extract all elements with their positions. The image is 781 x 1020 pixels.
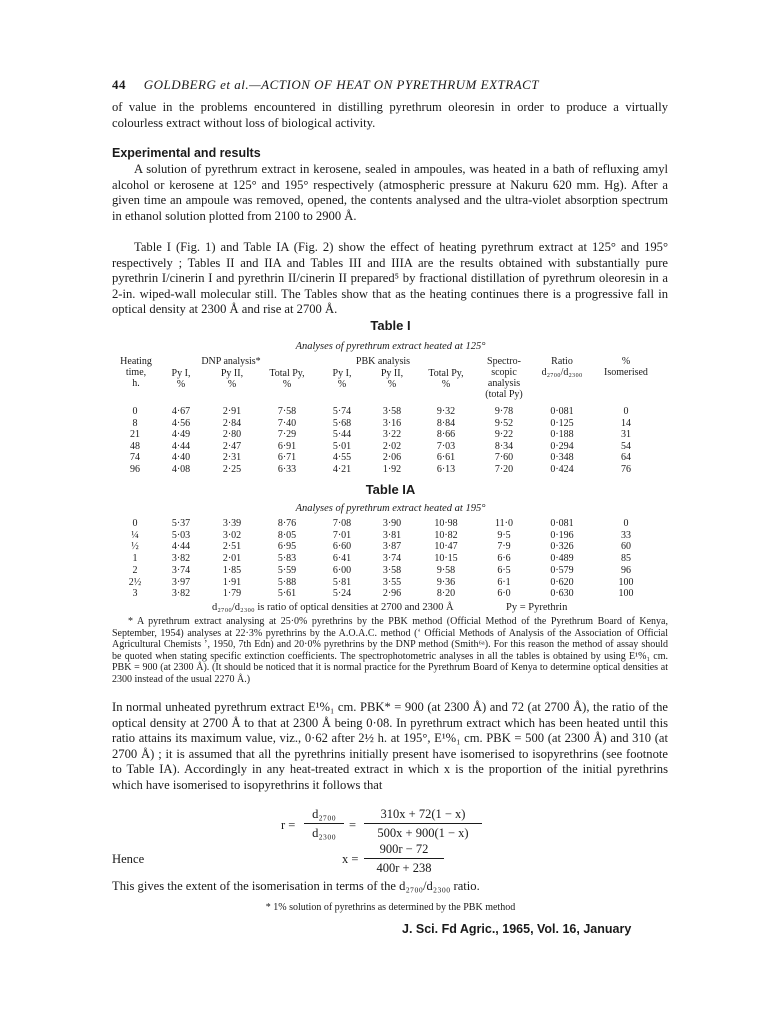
table1a-title: Table IA [365, 482, 416, 497]
cell-spectro: 7·9 [497, 541, 511, 553]
col-dnp-total-l1: Total Py, [269, 368, 305, 379]
cell-isomerised: 85 [621, 553, 631, 565]
cell-time: 21 [130, 429, 140, 441]
cell-dnp-py1: 3·82 [171, 588, 191, 600]
cell-pbk-total: 9·32 [436, 406, 456, 417]
cell-pbk-py2: 3·90 [382, 518, 402, 529]
cell-dnp-py2: 2·31 [222, 452, 242, 464]
cell-dnp-py1: 3·82 [171, 553, 191, 565]
col-spectroscopic-l4: (total Py) [485, 389, 523, 400]
col-spectroscopic [476, 356, 532, 400]
cell-dnp-total: 7·40 [277, 417, 297, 429]
cell-dnp-total: 7·58 [277, 406, 297, 417]
cell-pbk-py1: 5·81 [332, 576, 352, 588]
cell-pbk-py2: 3·58 [382, 564, 402, 576]
col-dnp-py2-l1: Py II, [220, 368, 244, 379]
cell-isomerised: 76 [621, 464, 631, 475]
table-footnote: * A pyrethrum extract analysing at 25·0% pyrethrins by the PBK method (Official Method of the Pyrethrum Board of Kenya, September, 1954) analyses at 22·3% pyrethrins by the A.O.A.C. method (‘ Official Methods of Analysis of the Association of Official Agricultural Chemists ’, 1950, 7th Edn) and 20·0% pyrethrins by the DNP method (Smith⁶ᵃ). For this reason the method of assay should be quoted when stating specific extinction coefficients. The spectrophotometric analyses in all the tables is obtained by using E¹%₁ cm. PBK = 900 (at 2300 Å). (It should be noticed that it is normal practice for the Pyrethrum Board of Kenya to determine optical densities at 2300 instead of the usual 2270 Å.) [112, 616, 668, 685]
cell-dnp-py1: 4·44 [171, 541, 191, 553]
cell-pbk-total: 8·20 [436, 588, 456, 600]
paragraph-isomerisation: In normal unheated pyrethrum extract E¹%₁ cm. PBK* = 900 (at 2300 Å) and 72 (at 2700 Å), the ratio of the optical density at 2700 Å to that at 2300 Å being 0·08. In pyrethrum extract which has been heated until this ratio attains its maximum value, viz., 0·62 after 2½ h. at 195°, E¹%₁ cm. PBK = 500 (at 2300 Å) and 310 (at 2700 Å) ; it is assumed that all the pyrethrins initially present have isomerised to isopyrethrins (see footnote to Table IA). Accordingly in any heat-treated extract in which x is the proportion of the initial pyrethrins which have isomerised to isopyrethrins it follows that [112, 700, 668, 792]
cell-time: 3 [132, 588, 138, 600]
eq1-frac2-num: 310x + 72(1 − x) [380, 807, 466, 821]
col-heading-time-l2: time, [125, 367, 147, 378]
cell-dnp-py1: 3·74 [171, 564, 191, 576]
cell-ratio: 0·125 [550, 417, 574, 429]
cell-pbk-total: 9·58 [436, 564, 456, 576]
journal-citation: J. Sci. Fd Agric., 1965, Vol. 16, January [402, 922, 632, 936]
cell-spectro: 6·5 [497, 564, 511, 576]
col-pbk-py1-l2: % [337, 379, 347, 390]
eq2-den: 400r + 238 [376, 861, 432, 875]
cell-dnp-py2: 2·01 [222, 553, 242, 565]
cell-pbk-py2: 2·96 [382, 588, 402, 600]
col-pbk-total-l2: % [441, 379, 451, 390]
cell-pbk-py1: 7·08 [332, 518, 352, 529]
cell-dnp-py2: 1·91 [222, 576, 242, 588]
cell-pbk-py2: 3·55 [382, 576, 402, 588]
cell-ratio: 0·326 [550, 541, 574, 553]
cell-dnp-total: 5·59 [277, 564, 297, 576]
col-isomerised-l2: Isomerised [604, 367, 648, 378]
cell-pbk-py2: 2·06 [382, 452, 402, 464]
eq1-frac1-bar [304, 823, 344, 824]
cell-ratio: 0·424 [550, 464, 574, 475]
cell-dnp-py2: 3·39 [222, 518, 242, 529]
col-heading-time-l1: Heating [120, 356, 152, 367]
cell-spectro: 9·5 [497, 529, 511, 541]
col-dnp-total [261, 368, 313, 390]
cell-isomerised: 60 [621, 541, 631, 553]
cell-pbk-py1: 5·74 [332, 406, 352, 417]
cell-pbk-total: 8·66 [436, 429, 456, 441]
cell-ratio: 0·348 [550, 452, 574, 464]
cell-pbk-py1: 6·60 [332, 541, 352, 553]
cell-time: 2 [132, 564, 138, 576]
cell-dnp-py2: 3·02 [222, 529, 242, 541]
col-spectroscopic-l2: scopic [491, 367, 517, 378]
paragraph-extent: This gives the extent of the isomerisation in terms of the d₂₇₀₀/d₂₃₀₀ ratio. [112, 879, 480, 893]
col-spectroscopic-l1: Spectro- [487, 356, 521, 367]
cell-dnp-py2: 1·79 [222, 588, 242, 600]
cell-pbk-total: 10·15 [434, 553, 458, 565]
cell-dnp-total: 6·95 [277, 541, 297, 553]
eq2-lhs: x = [342, 852, 359, 866]
eq1-lhs: r = [281, 818, 296, 832]
cell-pbk-total: 10·82 [434, 529, 458, 541]
cell-dnp-py2: 2·80 [222, 429, 242, 441]
col-pbk-total-l1: Total Py, [428, 368, 464, 379]
cell-dnp-py1: 4·40 [171, 452, 191, 464]
running-title: GOLDBERG et al.—ACTION OF HEAT ON PYRETHRUM EXTRACT [143, 77, 540, 92]
table1-title: Table I [370, 318, 411, 333]
cell-spectro: 6·0 [497, 588, 511, 600]
cell-time: ¼ [131, 529, 139, 541]
cell-spectro: 7·20 [494, 464, 514, 475]
cell-dnp-py1: 4·49 [171, 429, 191, 441]
cell-ratio: 0·630 [550, 588, 574, 600]
intro-paragraph: of value in the problems encountered in distilling pyrethrum oleoresin in order to produce a virtually colourless extract without loss of biological activity. [112, 100, 668, 130]
cell-pbk-py1: 4·55 [332, 452, 352, 464]
cell-isomerised: 100 [618, 576, 634, 588]
cell-isomerised: 96 [621, 564, 631, 576]
cell-time: 1 [132, 553, 138, 565]
cell-dnp-py1: 5·03 [171, 529, 191, 541]
cell-dnp-total: 6·71 [277, 452, 297, 464]
cell-dnp-py1: 4·67 [171, 406, 191, 417]
cell-dnp-total: 7·29 [277, 429, 297, 441]
cell-dnp-py2: 2·25 [222, 464, 242, 475]
cell-spectro: 6·6 [497, 553, 511, 565]
col-isomerised [592, 356, 660, 378]
hence-label: Hence [112, 852, 145, 866]
cell-ratio: 0·196 [550, 529, 574, 541]
cell-spectro: 9·78 [494, 406, 514, 417]
col-dnp-py2 [212, 368, 252, 390]
eq2-num: 900r − 72 [379, 842, 429, 856]
cell-pbk-py1: 5·01 [332, 440, 352, 452]
col-heading-time-l3: h. [132, 378, 140, 389]
cell-time: ½ [131, 541, 139, 553]
col-dnp-total-l2: % [282, 379, 292, 390]
cell-pbk-py2: 2·02 [382, 440, 402, 452]
col-spectroscopic-l3: analysis [487, 378, 521, 389]
col-isomerised-l1: % [621, 356, 631, 367]
cell-pbk-py1: 5·24 [332, 588, 352, 600]
cell-isomerised: 100 [618, 588, 634, 600]
cell-isomerised: 0 [623, 518, 629, 529]
col-pbk-py2-l1: Py II, [380, 368, 404, 379]
cell-dnp-total: 6·91 [277, 440, 297, 452]
group-dnp-analysis: DNP analysis* [201, 356, 261, 367]
cell-ratio: 0·489 [550, 553, 574, 565]
running-header [112, 77, 539, 93]
eq1-equals: = [349, 818, 357, 832]
cell-time: 8 [132, 417, 138, 429]
cell-pbk-py2: 1·92 [382, 464, 402, 475]
col-dnp-py1-l1: Py I, [171, 368, 191, 379]
cell-pbk-total: 9·36 [436, 576, 456, 588]
cell-dnp-total: 5·61 [277, 588, 297, 600]
cell-dnp-py2: 1·85 [222, 564, 242, 576]
cell-dnp-total: 6·33 [277, 464, 297, 475]
cell-ratio: 0·081 [550, 406, 574, 417]
col-heading-time [116, 356, 156, 389]
col-pbk-py1 [324, 368, 360, 390]
table1-subtitle: Analyses of pyrethrum extract heated at 125° [295, 341, 486, 352]
cell-dnp-py2: 2·51 [222, 541, 242, 553]
section-heading: Experimental and results [112, 146, 261, 160]
cell-spectro: 8·34 [494, 440, 514, 452]
cell-pbk-py1: 4·21 [332, 464, 352, 475]
table-legend-ratio: d₂₇₀₀/d₂₃₀₀ is ratio of optical densities at 2700 and 2300 Å [212, 602, 454, 613]
cell-ratio: 0·294 [550, 440, 574, 452]
paragraph-tables-overview: Table I (Fig. 1) and Table IA (Fig. 2) show the effect of heating pyrethrum extract at 125° and 195° respectively ; Tables II and IIA and Tables III and IIIA are the results obtained with substantially pure pyrethrin I/cinerin I and pyrethrin II/cinerin II prepared⁵ by fractional distillation of pyrethrum oleoresin in a 2-in. wiped-wall molecular still. The Tables show that as the heating continues there is a progressive fall in optical density at 2300 Å and rise at 2700 Å. [112, 240, 668, 317]
cell-dnp-py1: 3·97 [171, 576, 191, 588]
col-pbk-py2-l2: % [387, 379, 397, 390]
cell-pbk-total: 10·98 [434, 518, 458, 529]
col-dnp-py1 [163, 368, 199, 390]
cell-pbk-py1: 6·41 [332, 553, 352, 565]
cell-ratio: 0·620 [550, 576, 574, 588]
cell-time: 2½ [128, 576, 142, 588]
cell-dnp-total: 8·05 [277, 529, 297, 541]
cell-time: 96 [130, 464, 140, 475]
cell-dnp-total: 8·76 [277, 518, 297, 529]
table-legend-py: Py = Pyrethrin [506, 602, 568, 613]
cell-spectro: 7·60 [494, 452, 514, 464]
cell-dnp-total: 5·88 [277, 576, 297, 588]
cell-dnp-py2: 2·84 [222, 417, 242, 429]
cell-dnp-py1: 4·44 [171, 440, 191, 452]
cell-time: 0 [132, 518, 138, 529]
col-pbk-py1-l1: Py I, [332, 368, 352, 379]
cell-isomerised: 64 [621, 452, 631, 464]
cell-pbk-py2: 3·81 [382, 529, 402, 541]
cell-pbk-py1: 5·44 [332, 429, 352, 441]
cell-pbk-py1: 6·00 [332, 564, 352, 576]
cell-pbk-py1: 7·01 [332, 529, 352, 541]
cell-pbk-total: 6·61 [436, 452, 456, 464]
table1a-subtitle: Analyses of pyrethrum extract heated at 195° [295, 503, 486, 514]
col-pbk-total [420, 368, 472, 390]
eq1-frac1-num: d₂₇₀₀ [312, 807, 336, 821]
cell-pbk-total: 8·84 [436, 417, 456, 429]
cell-isomerised: 0 [623, 406, 629, 417]
eq1-frac2-bar [364, 823, 482, 824]
paragraph-methods: A solution of pyrethrum extract in kerosene, sealed in ampoules, was heated in a bath of refluxing amyl alcohol or kerosene at 125° and 195° respectively (atmospheric pressure at Nakuru 620 mm. Hg). After a given time an ampoule was removed, opened, the contents analysed and the ultra-violet absorption spectrum in ethanol solution plotted from 2100 to 2900 Å. [112, 162, 668, 223]
group-pbk-analysis: PBK analysis [355, 356, 411, 367]
cell-pbk-py1: 5·68 [332, 417, 352, 429]
cell-time: 74 [130, 452, 140, 464]
page-footnote: * 1% solution of pyrethrins as determined by the PBK method [265, 902, 516, 913]
cell-spectro: 9·22 [494, 429, 514, 441]
eq1-frac1-den: d₂₃₀₀ [312, 826, 336, 840]
cell-spectro: 6·1 [497, 576, 511, 588]
col-ratio-l2: d₂₇₀₀/d₂₃₀₀ [541, 367, 583, 378]
cell-spectro: 11·0 [495, 518, 513, 529]
cell-pbk-py2: 3·22 [382, 429, 402, 441]
col-ratio-l1: Ratio [551, 356, 573, 367]
cell-time: 48 [130, 440, 140, 452]
cell-dnp-py1: 4·08 [171, 464, 191, 475]
cell-spectro: 9·52 [494, 417, 514, 429]
cell-time: 0 [132, 406, 138, 417]
eq1-frac2-den: 500x + 900(1 − x) [377, 826, 469, 840]
cell-pbk-total: 7·03 [436, 440, 456, 452]
col-dnp-py2-l2: % [227, 379, 237, 390]
cell-pbk-py2: 3·58 [382, 406, 402, 417]
eq2-bar [364, 858, 444, 859]
cell-ratio: 0·579 [550, 564, 574, 576]
col-dnp-py1-l2: % [176, 379, 186, 390]
cell-dnp-py1: 5·37 [171, 518, 191, 529]
cell-dnp-py2: 2·47 [222, 440, 242, 452]
cell-dnp-py1: 4·56 [171, 417, 191, 429]
cell-dnp-total: 5·83 [277, 553, 297, 565]
cell-isomerised: 54 [621, 440, 631, 452]
cell-pbk-total: 10·47 [434, 541, 458, 553]
cell-pbk-py2: 3·16 [382, 417, 402, 429]
page-number: 44 [112, 77, 126, 92]
cell-isomerised: 33 [621, 529, 631, 541]
cell-dnp-py2: 2·91 [222, 406, 242, 417]
cell-isomerised: 14 [621, 417, 631, 429]
cell-pbk-py2: 3·87 [382, 541, 402, 553]
cell-pbk-total: 6·13 [436, 464, 456, 475]
col-ratio [530, 356, 594, 378]
cell-ratio: 0·188 [550, 429, 574, 441]
cell-isomerised: 31 [621, 429, 631, 441]
cell-ratio: 0·081 [550, 518, 574, 529]
cell-pbk-py2: 3·74 [382, 553, 402, 565]
col-pbk-py2 [372, 368, 412, 390]
